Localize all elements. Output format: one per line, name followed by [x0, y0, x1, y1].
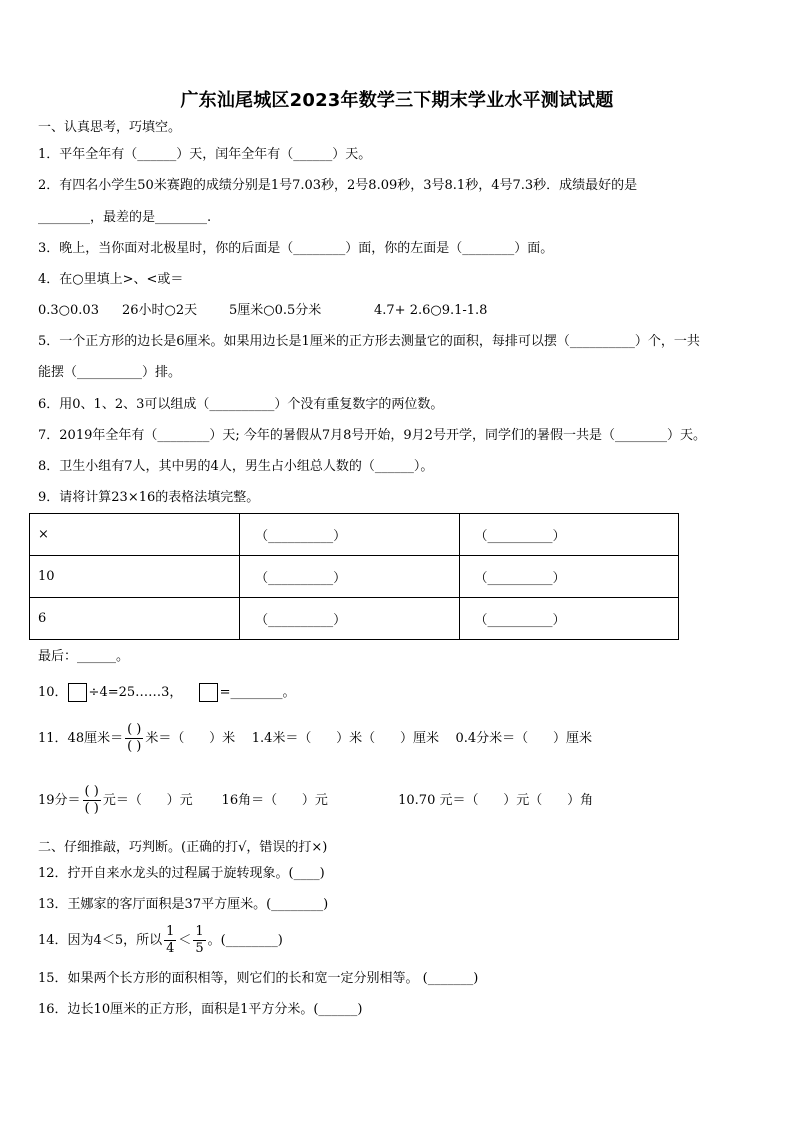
table-cell-blank[interactable]: （__________） — [459, 556, 678, 598]
question-10-number: 10． — [38, 685, 68, 700]
question-11-rest: 米＝（ ）米 1.4米＝（ ）米（ ）厘米 0.4分米＝（ ）厘米 — [145, 730, 592, 746]
table-cell-blank[interactable]: （__________） — [459, 598, 678, 640]
table-cell-blank[interactable]: （__________） — [240, 598, 459, 640]
table-cell-blank[interactable]: （__________） — [240, 514, 459, 556]
question-11b-rest: 元＝（ ）元 16角＝（ ）元 10.70 元＝（ ）元（ ）角 — [102, 792, 594, 808]
answer-box[interactable] — [199, 683, 218, 702]
table-row — [30, 598, 679, 640]
answer-box[interactable] — [68, 683, 87, 702]
fraction-denominator: ( ) — [84, 801, 99, 816]
question-9-final: 最后：______。 — [38, 649, 130, 664]
fraction-numerator: 1 — [195, 924, 204, 939]
fraction — [83, 784, 101, 817]
fraction-numerator: ( ) — [84, 784, 99, 799]
question-11-line-2 — [38, 784, 593, 817]
question-14-suffix: 。(________) — [207, 932, 283, 948]
question-8: 8．卫生小组有7人，其中男的4人，男生占小组总人数的（______）。 — [38, 459, 434, 474]
question-11 — [38, 722, 592, 755]
question-13: 13．王娜家的客厅面积是37平方厘米。(________) — [38, 897, 329, 912]
question-4-item-4: 4.7+ 2.6○9.1-1.8 — [374, 303, 488, 318]
question-10-part-b: =________。 — [219, 685, 296, 700]
question-1: 1．平年全年有（______）天，闰年全年有（______）天。 — [38, 147, 372, 162]
question-2-line-2: ________，最差的是________. — [38, 210, 212, 225]
question-11-prefix: 11．48厘米＝ — [38, 730, 124, 746]
question-14-prefix: 14．因为4＜5，所以 — [38, 932, 163, 948]
question-12: 12．拧开自来水龙头的过程属于旋转现象。(____) — [38, 866, 325, 881]
question-2-line-1: 2．有四名小学生50米赛跑的成绩分别是1号7.03秒，2号8.09秒，3号8.1秒，4号7.3秒．成绩最好的是 — [38, 178, 638, 193]
question-3: 3．晚上，当你面对北极星时，你的后面是（________）面，你的左面是（________）面。 — [38, 241, 554, 256]
question-5-line-1: 5．一个正方形的边长是6厘米。如果用边长是1厘米的正方形去测量它的面积，每排可以摆（__________）个，一共 — [38, 334, 700, 349]
question-4: 4．在○里填上>、<或＝ — [38, 272, 184, 287]
fraction-denominator: 4 — [166, 941, 175, 956]
table-cell-blank[interactable]: （__________） — [240, 556, 459, 598]
question-11b-prefix: 19分＝ — [38, 792, 81, 808]
table-cell: 6 — [30, 598, 240, 640]
question-7: 7．2019年全年有（________）天; 今年的暑假从7月8号开始，9月2号开学，同学们的暑假一共是（________）天。 — [38, 428, 706, 443]
question-4-item-3: 5厘米○0.5分米 — [229, 303, 322, 318]
less-than-sign: ＜ — [178, 932, 192, 948]
section-2-heading: 二、仔细推敲，巧判断。(正确的打√，错误的打×) — [38, 840, 328, 855]
table-row — [30, 556, 679, 598]
fraction — [125, 722, 143, 755]
question-9: 9．请将计算23×16的表格法填完整。 — [38, 490, 260, 505]
table-cell: 10 — [30, 556, 240, 598]
question-14 — [38, 924, 283, 957]
table-cell-blank[interactable]: （__________） — [459, 514, 678, 556]
section-1-heading: 一、认真思考，巧填空。 — [38, 120, 182, 135]
question-16: 16．边长10厘米的正方形，面积是1平方分米。(______) — [38, 1002, 363, 1017]
fraction — [164, 924, 176, 957]
multiplication-table — [29, 513, 679, 640]
page-title: 广东汕尾城区2023年数学三下期末学业水平测试试题 — [180, 90, 614, 111]
fraction-numerator: ( ) — [127, 722, 142, 737]
fraction-numerator: 1 — [166, 924, 175, 939]
fraction-denominator: ( ) — [127, 739, 142, 754]
question-10-part-a: ÷4=25……3， — [88, 685, 183, 700]
fraction-denominator: 5 — [195, 941, 204, 956]
question-5-line-2: 能摆（__________）排。 — [38, 365, 182, 380]
question-6: 6．用0、1、2、3可以组成（__________）个没有重复数字的两位数。 — [38, 397, 444, 412]
table-row — [30, 514, 679, 556]
question-10 — [38, 683, 295, 702]
table-cell: × — [30, 514, 240, 556]
fraction — [193, 924, 205, 957]
question-4-item-1: 0.3○0.03 — [38, 303, 99, 318]
question-4-item-2: 26小时○2天 — [122, 303, 198, 318]
question-15: 15．如果两个长方形的面积相等，则它们的长和宽一定分别相等。 (_______) — [38, 971, 479, 986]
